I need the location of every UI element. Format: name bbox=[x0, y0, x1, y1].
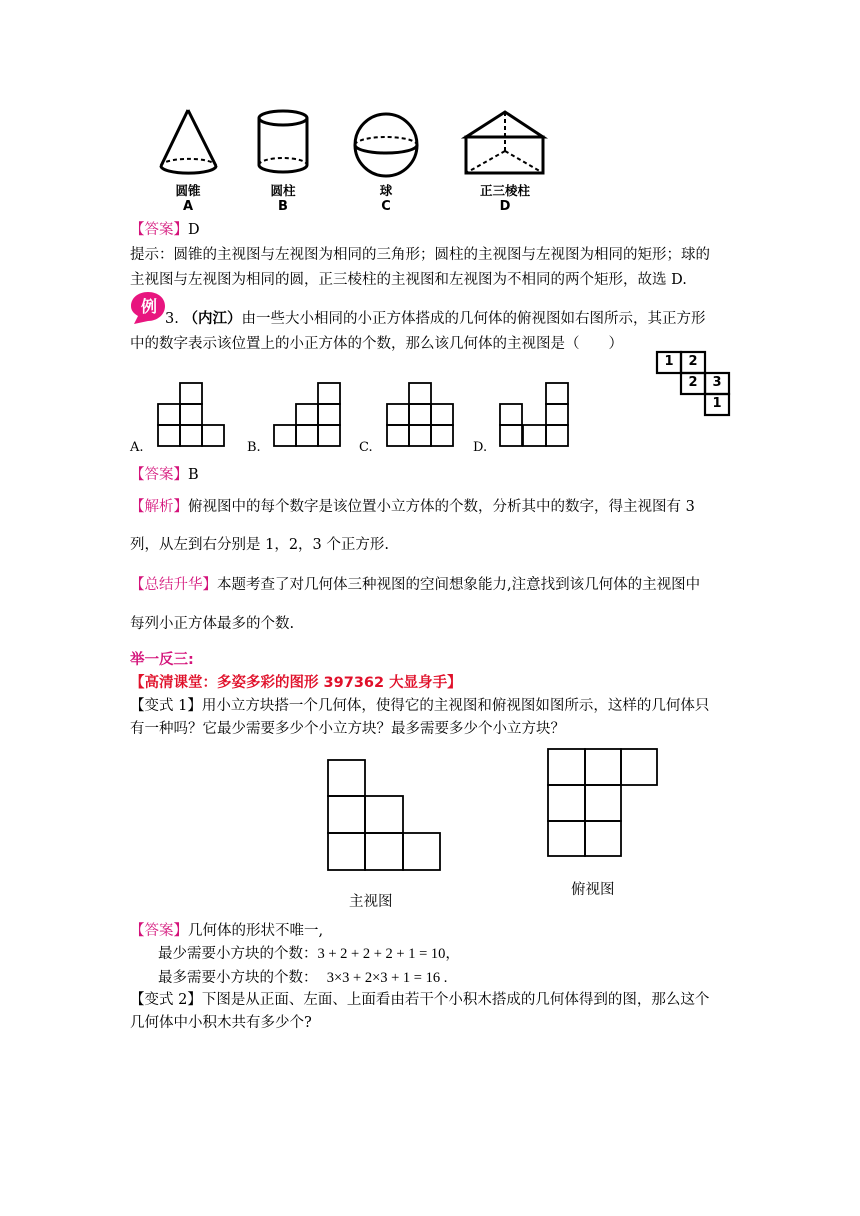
min-expression: 3 + 2 + 2 + 2 + 1 = 10， bbox=[317, 946, 460, 962]
example-answer bbox=[130, 465, 199, 485]
variant1-text-1: 用小立方块搭一个几何体，使得它的主视图和俯视图如图所示，这样的几何体只 bbox=[201, 698, 710, 714]
solid-label-b: 圆柱 bbox=[270, 183, 296, 198]
variant1-tag: 【变式 1】 bbox=[130, 698, 202, 714]
example-badge-text: 例 bbox=[140, 297, 157, 316]
solid-label-c: 球 bbox=[379, 183, 393, 198]
min-label: 最少需要小方块的个数： bbox=[158, 946, 318, 962]
example-source: （内江） bbox=[183, 310, 242, 327]
grid-number: 1 bbox=[712, 396, 722, 411]
variant1-views bbox=[0, 745, 860, 885]
answer-value: D bbox=[188, 222, 200, 238]
example-text-1: 由一些大小相同的小正方体搭成的几何体的俯视图如右图所示，其正方形 bbox=[241, 311, 706, 327]
grid-number: 2 bbox=[688, 375, 698, 390]
option-c-label: C. bbox=[359, 440, 373, 455]
example-number: 3. bbox=[165, 311, 179, 327]
variant2-line2: 几何体中小积木共有多少个? bbox=[130, 1015, 312, 1031]
variant1-answer-text: 几何体的形状不唯一, bbox=[188, 923, 324, 939]
front-view-caption: 主视图 bbox=[349, 894, 393, 910]
variant1-answer-line1 bbox=[130, 921, 323, 941]
max-expression: 3×3 + 2×3 + 1 = 16 . bbox=[326, 970, 448, 986]
variant1-min-line bbox=[158, 944, 460, 964]
example-question-line2: 中的数字表示该位置上的小正方体的个数，那么该几何体的主视图是（ ） bbox=[130, 336, 623, 352]
grid-number: 1 bbox=[664, 354, 674, 369]
variant2-text-1: 下图是从正面、左面、上面看由若干个小积木搭成的几何体得到的图，那么这个 bbox=[201, 992, 710, 1008]
q2-answer bbox=[130, 220, 200, 240]
example-question-line1 bbox=[165, 309, 705, 329]
solid-letter-a: A bbox=[182, 199, 194, 214]
prism-shape bbox=[466, 112, 543, 173]
option-figures bbox=[0, 375, 860, 465]
variant1-line2: 有一种吗？它最少需要多少个小立方块？最多需要多少个小立方块？ bbox=[130, 721, 565, 737]
answer-tag: 【答案】 bbox=[130, 222, 188, 238]
variant1-line1 bbox=[130, 696, 709, 716]
q2-hint-line2: 主视图与左视图为相同的圆，正三棱柱的主视图和左视图为不相同的两个矩形，故选 D. bbox=[130, 272, 687, 288]
solid-letter-d: D bbox=[499, 199, 511, 214]
analysis-text-1: 俯视图中的每个数字是该位置小立方体的个数，分析其中的数字，得主视图有 3 bbox=[188, 499, 695, 515]
solid-label-d: 正三棱柱 bbox=[479, 183, 530, 198]
grid-number: 3 bbox=[712, 375, 722, 390]
analysis-tag: 【解析】 bbox=[130, 499, 188, 515]
summary-line2: 每列小正方体最多的个数. bbox=[130, 616, 295, 632]
option-a-label: A. bbox=[130, 440, 144, 455]
answer-value: B bbox=[188, 467, 199, 483]
solid-letter-b: B bbox=[278, 199, 288, 214]
course-title: 【高清课堂：多姿多彩的图形 397362 大显身手】 bbox=[130, 675, 462, 691]
practice-heading: 举一反三: bbox=[130, 652, 194, 668]
grid-number: 2 bbox=[688, 354, 698, 369]
variant2-tag: 【变式 2】 bbox=[130, 992, 202, 1008]
solid-letter-c: C bbox=[381, 199, 391, 214]
analysis-line1 bbox=[130, 497, 695, 517]
summary-text-1: 本题考查了对几何体三种视图的空间想象能力,注意找到该几何体的主视图中 bbox=[217, 577, 701, 593]
variant2-line1 bbox=[130, 990, 709, 1010]
option-b-label: B. bbox=[247, 440, 261, 455]
variant1-max-line bbox=[158, 968, 447, 988]
cone-shape bbox=[161, 110, 216, 173]
max-label: 最多需要小方块的个数： bbox=[158, 970, 318, 986]
summary-tag: 【总结升华】 bbox=[130, 577, 217, 593]
summary-line1 bbox=[130, 575, 700, 595]
answer-tag: 【答案】 bbox=[130, 923, 188, 939]
analysis-line2: 列，从左到右分别是 1，2，3 个正方形. bbox=[130, 537, 390, 553]
sphere-shape bbox=[355, 114, 417, 176]
q2-hint-line1: 提示：圆锥的主视图与左视图为相同的三角形；圆柱的主视图与左视图为相同的矩形；球的 bbox=[130, 247, 710, 263]
option-d-label: D. bbox=[473, 440, 488, 455]
cylinder-shape bbox=[259, 111, 307, 172]
answer-tag: 【答案】 bbox=[130, 467, 188, 483]
solid-label-a: 圆锥 bbox=[175, 183, 201, 198]
top-view-caption: 俯视图 bbox=[571, 882, 615, 898]
